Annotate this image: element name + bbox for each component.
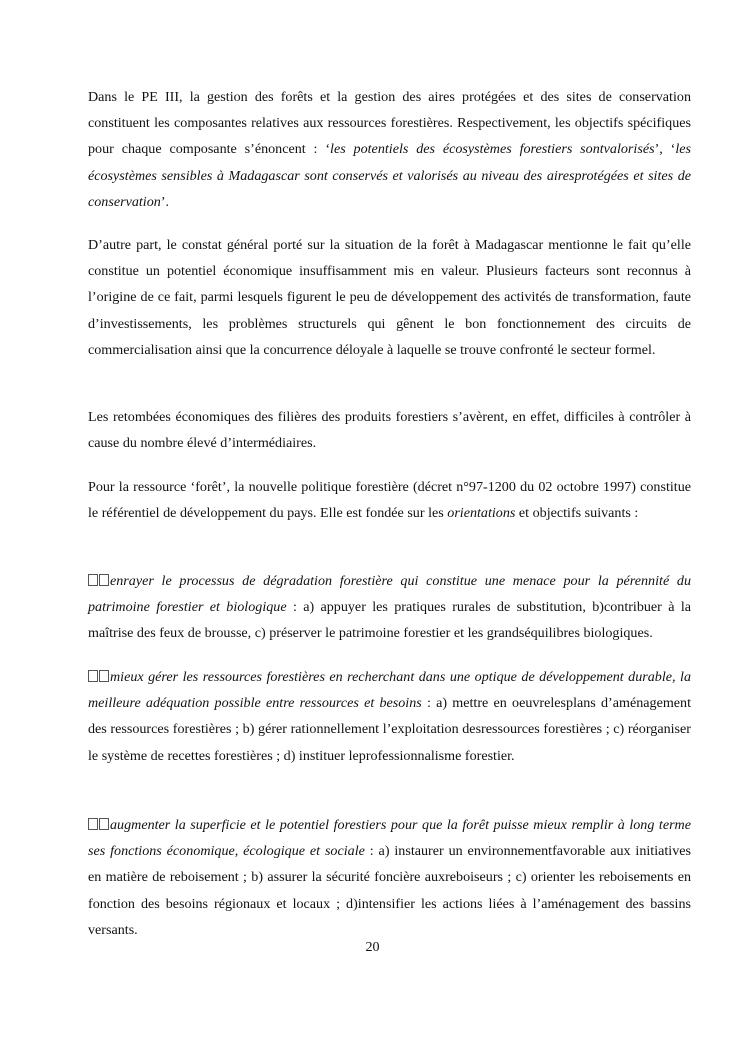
emphasis-orientations: orientations bbox=[447, 505, 516, 522]
missing-glyph-icon bbox=[88, 818, 98, 830]
page-number: 20 bbox=[365, 939, 380, 955]
missing-glyph-icon bbox=[88, 670, 98, 682]
bullet-text: : a) instaurer un environnementfavorable aux initiatives en matière de reboisement ; b) assurer la sécurité foncière auxreboiseurs ; c) orienter les reboisements en fonction des besoins régionaux et locaux ; d)intensifier les actions liées à l’aménagement des bassins versants. bbox=[88, 843, 692, 938]
paragraph-text: Pour la ressource ‘forêt’, la nouvelle politique forestière (décret n°97-1200 du 02 octobre 1997) constitue le référentiel de développement du pays. Elle est fondée sur les bbox=[88, 479, 691, 522]
paragraph-pe-iii bbox=[88, 84, 691, 215]
paragraph-text-end: et objectifs suivants : bbox=[515, 505, 639, 522]
quote-separator: ’, ‘ bbox=[654, 141, 676, 158]
paragraph-text: Dans le PE III, la gestion des forêts et la gestion des aires protégées et des sites de conservation constituent les composantes relatives aux ressources forestières. Respectivement, les objectifs spécifiques pour chaque composante s’énoncent : ‘ bbox=[88, 89, 691, 158]
bullet-heading: enrayer le processus de dégradation forestière qui constitue une menace pour la pérennité du patrimoine forestier et biologique bbox=[88, 573, 691, 616]
bullet-text: : a) mettre en oeuvrelesplans d’aménagement des ressources forestières ; b) gérer rationnellement l’exploitation desressources forestières ; c) réorganiser le système de recettes forestières ; d) instituer leprofessionnalisme forestier. bbox=[88, 695, 692, 764]
missing-glyph-icon bbox=[88, 574, 98, 586]
bullet-item bbox=[88, 568, 691, 647]
missing-glyph-icon bbox=[99, 574, 109, 586]
paragraph-constat-general: D’autre part, le constat général porté sur la situation de la forêt à Madagascar mentionne le fait qu’elle constitue un potentiel économique insuffisamment mis en valeur. Plusieurs facteurs sont reconnus à l’origine de ce fait, parmi lesquels figurent le peu de développement des activités de transformation, faute d’investissements, les problèmes structurels qui gênent le bon fonctionnement des circuits de commercialisation ainsi que la concurrence déloyale à laquelle se trouve confronté le secteur formel. bbox=[88, 237, 691, 358]
bullet-heading: mieux gérer les ressources forestières en recherchant dans une optique de développement durable, la meilleure adéquation possible entre ressources et besoins bbox=[88, 669, 691, 712]
bullet-item bbox=[88, 664, 691, 769]
quote-forest-ecosystems: les potentiels des écosystèmes forestiers sontvalorisés bbox=[330, 141, 655, 158]
paragraph-end: ’. bbox=[160, 193, 170, 210]
bullet-text: : a) appuyer les pratiques rurales de substitution, b)contribuer à la maîtrise des feux de brousse, c) préserver le patrimoine forestier et les grandséquilibres biologiques. bbox=[88, 599, 691, 642]
missing-glyph-icon bbox=[99, 818, 109, 830]
bullet-heading: augmenter la superficie et le potentiel forestiers pour que la forêt puisse mieux remplir à long terme ses fonctions économique, écologique et sociale bbox=[88, 817, 691, 860]
quote-sensitive-ecosystems: les écosystèmes sensibles à Madagascar sont conservés et valorisés au niveau des airesprotégées et sites de conservation bbox=[88, 141, 691, 210]
missing-glyph-icon bbox=[99, 670, 109, 682]
paragraph-retombees: Les retombées économiques des filières des produits forestiers s’avèrent, en effet, difficiles à contrôler à cause du nombre élevé d’intermédiaires. bbox=[88, 409, 691, 452]
bullet-item bbox=[88, 812, 691, 943]
paragraph-politique-forestiere bbox=[88, 474, 691, 526]
